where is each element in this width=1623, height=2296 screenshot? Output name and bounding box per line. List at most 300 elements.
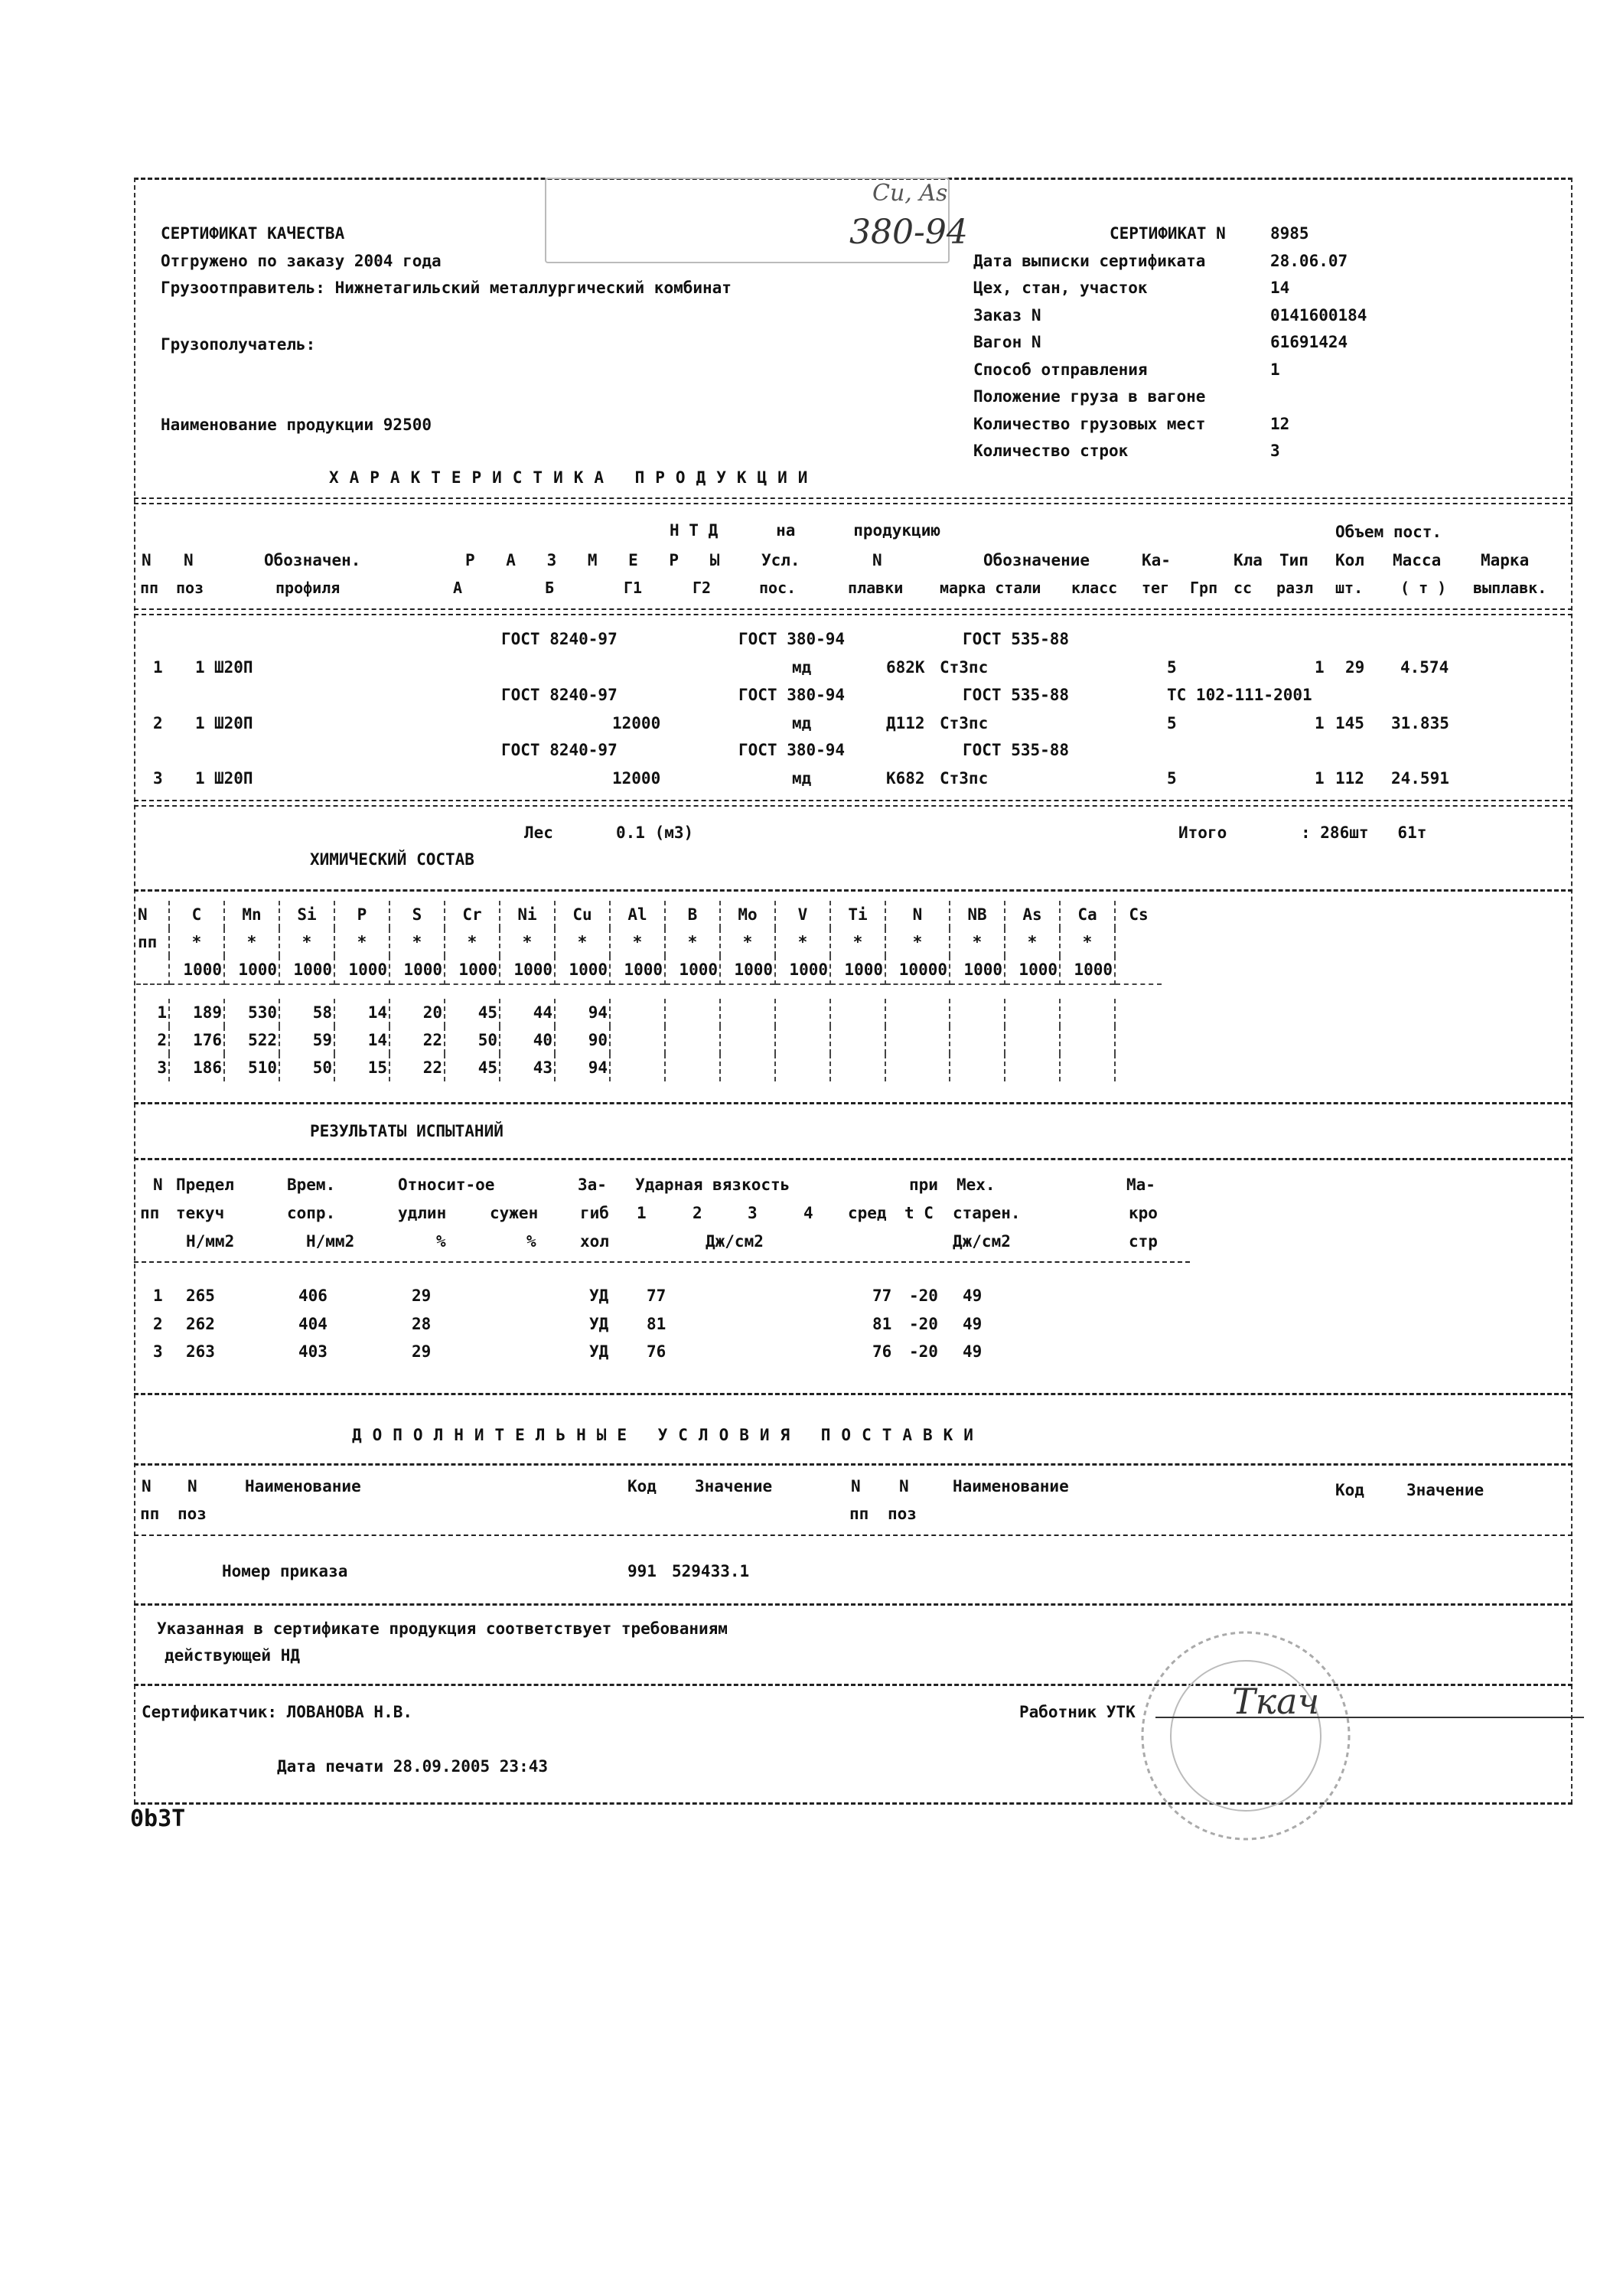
corner-code: 0b3T bbox=[130, 1805, 186, 1832]
col-header: Относит-ое bbox=[398, 1176, 495, 1194]
col-header: Кла bbox=[1234, 551, 1263, 569]
certifier-line: Сертификатчик: ЛОВАНОВА Н.В. bbox=[142, 1703, 413, 1721]
cell-tensile: 404 bbox=[298, 1315, 328, 1333]
col-header: За- bbox=[578, 1176, 607, 1194]
cell: * bbox=[555, 928, 610, 956]
row-cat: 5 bbox=[1167, 769, 1177, 788]
std-gost-8240: ГОСТ 8240-97 bbox=[501, 686, 618, 704]
divider bbox=[134, 497, 1572, 504]
extra-h-value-right: Значение bbox=[1406, 1481, 1484, 1499]
row-cond: мд bbox=[792, 769, 812, 788]
col-header: сопр. bbox=[287, 1204, 336, 1222]
cert-number-value: 8985 bbox=[1270, 224, 1309, 243]
col-header: % bbox=[526, 1232, 536, 1251]
table-row bbox=[136, 999, 1162, 1026]
extra-h-n: N bbox=[142, 1477, 152, 1495]
cell: Mo bbox=[720, 901, 775, 928]
cell bbox=[1060, 999, 1115, 1026]
cell: * bbox=[1005, 928, 1060, 956]
cell: 58 bbox=[279, 999, 334, 1026]
cell: * bbox=[224, 928, 279, 956]
spacer-row bbox=[136, 984, 1162, 999]
table-row bbox=[136, 1054, 1162, 1081]
cell bbox=[885, 1054, 950, 1081]
cell-bend: УД bbox=[589, 1342, 609, 1361]
cell: 94 bbox=[555, 1054, 610, 1081]
row-heat: К682 bbox=[886, 769, 925, 788]
cell-temp: -20 bbox=[909, 1315, 938, 1333]
cell bbox=[1115, 928, 1162, 956]
col-header: марка стали bbox=[940, 579, 1041, 597]
stamp-handwritten-text: Cu, As bbox=[872, 180, 948, 207]
cell-yield: 265 bbox=[186, 1287, 215, 1305]
divider bbox=[134, 1158, 1572, 1160]
cell: 50 bbox=[445, 1026, 500, 1054]
cell: * bbox=[279, 928, 334, 956]
cell bbox=[610, 999, 665, 1026]
cell-age: 49 bbox=[963, 1342, 983, 1361]
std-gost-380: ГОСТ 380-94 bbox=[738, 630, 846, 648]
table-row bbox=[136, 1026, 1162, 1054]
tests-section-title: РЕЗУЛЬТАТЫ ИСПЫТАНИЙ bbox=[310, 1122, 504, 1140]
col-header: Н/мм2 bbox=[306, 1232, 355, 1251]
cell: S bbox=[389, 901, 445, 928]
seal-stamp bbox=[1131, 1621, 1361, 1851]
extra-row-value: 529433.1 bbox=[672, 1562, 750, 1580]
col-header: шт. bbox=[1335, 579, 1364, 597]
col-header: Б bbox=[545, 579, 555, 597]
col-header: t C bbox=[904, 1204, 934, 1222]
cell: 1000 bbox=[445, 956, 500, 984]
field-label: Количество строк bbox=[973, 442, 1129, 460]
field-label: Количество грузовых мест bbox=[973, 415, 1206, 433]
cell: 1000 bbox=[389, 956, 445, 984]
cell bbox=[885, 999, 950, 1026]
cell: Ti bbox=[830, 901, 885, 928]
field-value: 14 bbox=[1270, 279, 1290, 297]
row-cat: 5 bbox=[1167, 714, 1177, 732]
extra-h-name-right: Наименование bbox=[953, 1477, 1069, 1495]
extra-h-poz-right: поз bbox=[888, 1505, 917, 1523]
cell: * bbox=[665, 928, 720, 956]
cell-age: 49 bbox=[963, 1287, 983, 1305]
divider bbox=[134, 800, 1572, 807]
cell: 189 bbox=[169, 999, 224, 1026]
cell: 22 bbox=[389, 1026, 445, 1054]
col-header: хол bbox=[580, 1232, 609, 1251]
cert-number-label: СЕРТИФИКАТ N bbox=[1110, 224, 1226, 243]
cell bbox=[950, 1026, 1005, 1054]
cell: 14 bbox=[334, 1026, 389, 1054]
cell: 43 bbox=[500, 1054, 555, 1081]
cell bbox=[1005, 999, 1060, 1026]
ntd-label: Н Т Д на продукцию bbox=[670, 521, 941, 540]
col-header: Обозначен. bbox=[264, 551, 361, 569]
cell: 522 bbox=[224, 1026, 279, 1054]
row-b: 12000 bbox=[612, 769, 661, 788]
chem-section-title: ХИМИЧЕСКИЙ СОСТАВ bbox=[310, 850, 474, 869]
col-header: N bbox=[142, 551, 152, 569]
shipped-line: Отгружено по заказу 2004 года bbox=[161, 252, 442, 270]
extra-h-name: Наименование bbox=[245, 1477, 361, 1495]
std-gost-8240: ГОСТ 8240-97 bbox=[501, 630, 618, 648]
col-header: тег bbox=[1142, 579, 1170, 597]
col-header: при bbox=[909, 1176, 938, 1194]
cell-tensile: 406 bbox=[298, 1287, 328, 1305]
cell: Cr bbox=[445, 901, 500, 928]
right-border bbox=[1571, 178, 1572, 1804]
field-label: Цех, стан, участок bbox=[973, 279, 1148, 297]
col-header: 2 bbox=[693, 1204, 702, 1222]
chem-header-row bbox=[136, 901, 1162, 928]
cell: 186 bbox=[169, 1054, 224, 1081]
extra-h-poz: поз bbox=[178, 1505, 207, 1523]
col-header: Н/мм2 bbox=[186, 1232, 235, 1251]
cell: 1000 bbox=[334, 956, 389, 984]
col-header: выплавк. bbox=[1473, 579, 1547, 597]
divider bbox=[134, 1102, 1572, 1104]
cell-temp: -20 bbox=[909, 1287, 938, 1305]
les-label: Лес bbox=[524, 823, 553, 842]
cell: 15 bbox=[334, 1054, 389, 1081]
cell: 10000 bbox=[885, 956, 950, 984]
cell: 1000 bbox=[1005, 956, 1060, 984]
cell: 1000 bbox=[950, 956, 1005, 984]
cell: * bbox=[610, 928, 665, 956]
std-tc: ТС 102-111-2001 bbox=[1167, 686, 1312, 704]
cell bbox=[830, 999, 885, 1026]
col-header: Г1 bbox=[624, 579, 643, 597]
row-profile: Ш20П bbox=[214, 769, 253, 788]
col-header: разл bbox=[1276, 579, 1314, 597]
cell-kcu1: 81 bbox=[647, 1315, 666, 1333]
cell: NB bbox=[950, 901, 1005, 928]
cell-tensile: 403 bbox=[298, 1342, 328, 1361]
signature-line bbox=[1155, 1717, 1584, 1718]
row-type: 1 bbox=[1315, 658, 1325, 677]
cell bbox=[610, 1054, 665, 1081]
product-name-line: Наименование продукции 92500 bbox=[161, 416, 432, 434]
cell: * bbox=[885, 928, 950, 956]
cell-avg: 77 bbox=[872, 1287, 892, 1305]
col-header: Грп bbox=[1190, 579, 1218, 597]
row-cond: мд bbox=[792, 658, 812, 677]
otk-label: Работник УТК bbox=[1019, 1703, 1136, 1721]
cell: 45 bbox=[445, 1054, 500, 1081]
cell: 530 bbox=[224, 999, 279, 1026]
cell: P bbox=[334, 901, 389, 928]
cell-avg: 76 bbox=[872, 1342, 892, 1361]
cell-kcu1: 77 bbox=[647, 1287, 666, 1305]
cell: 1000 bbox=[775, 956, 830, 984]
extra-h-code: Код bbox=[627, 1477, 657, 1495]
cell bbox=[665, 1026, 720, 1054]
cell bbox=[1060, 1026, 1115, 1054]
col-header: ( т ) bbox=[1400, 579, 1447, 597]
row-n: 1 bbox=[153, 658, 163, 677]
col-header: N bbox=[153, 1176, 163, 1194]
col-header: пос. bbox=[759, 579, 797, 597]
extra-h-n2-right: N bbox=[899, 1477, 909, 1495]
cell: * bbox=[334, 928, 389, 956]
col-header: Тип bbox=[1279, 551, 1309, 569]
col-header: Кол bbox=[1335, 551, 1364, 569]
cell bbox=[720, 1054, 775, 1081]
col-header: Дж/см2 bbox=[706, 1232, 764, 1251]
compliance-line-1: Указанная в сертификате продукция соответствует требованиям bbox=[157, 1619, 728, 1638]
chem-table bbox=[136, 901, 1162, 1081]
cell: As bbox=[1005, 901, 1060, 928]
product-section-title: ХАРАКТЕРИСТИКА ПРОДУКЦИИ bbox=[329, 468, 819, 487]
row-mass: 31.835 bbox=[1391, 714, 1449, 732]
cell: 50 bbox=[279, 1054, 334, 1081]
divider bbox=[134, 1393, 1572, 1395]
col-header: Предел bbox=[176, 1176, 234, 1194]
divider bbox=[134, 608, 1572, 615]
col-header: стр bbox=[1129, 1232, 1158, 1251]
cell-n: 3 bbox=[153, 1342, 163, 1361]
stamp-handwritten-number: 380-94 bbox=[849, 213, 968, 252]
col-header: Врем. bbox=[287, 1176, 336, 1194]
col-header: 1 bbox=[637, 1204, 647, 1222]
total-label: Итого bbox=[1178, 823, 1227, 842]
row-cond: мд bbox=[792, 714, 812, 732]
divider bbox=[134, 1463, 1572, 1466]
cell: 59 bbox=[279, 1026, 334, 1054]
field-value: 3 bbox=[1270, 442, 1280, 460]
std-gost-535: ГОСТ 535-88 bbox=[963, 686, 1070, 704]
cell: C bbox=[169, 901, 224, 928]
col-header: плавки bbox=[848, 579, 904, 597]
cell: N bbox=[138, 905, 148, 924]
col-header: N bbox=[184, 551, 194, 569]
cell-elong: 29 bbox=[412, 1342, 432, 1361]
cell: 1000 bbox=[830, 956, 885, 984]
cert-quality-title: СЕРТИФИКАТ КАЧЕСТВА bbox=[161, 224, 345, 243]
field-value: 28.06.07 bbox=[1270, 252, 1348, 270]
cell-temp: -20 bbox=[909, 1342, 938, 1361]
divider bbox=[134, 1534, 1572, 1536]
col-header: Мех. bbox=[957, 1176, 996, 1194]
std-gost-535: ГОСТ 535-88 bbox=[963, 630, 1070, 648]
cell bbox=[136, 956, 169, 984]
col-header: гиб bbox=[580, 1204, 609, 1222]
cell bbox=[720, 1026, 775, 1054]
cell: 1000 bbox=[555, 956, 610, 984]
consignee-line: Грузополучатель: bbox=[161, 335, 316, 354]
cell: * bbox=[445, 928, 500, 956]
extra-row-name: Номер приказа bbox=[222, 1562, 348, 1580]
cell: * bbox=[720, 928, 775, 956]
row-type: 1 bbox=[1315, 714, 1325, 732]
extra-h-value: Значение bbox=[695, 1477, 773, 1495]
col-header: Ударная вязкость bbox=[635, 1176, 790, 1194]
cell: 1000 bbox=[665, 956, 720, 984]
row-heat: 682К bbox=[886, 658, 925, 677]
col-header: старен. bbox=[953, 1204, 1021, 1222]
field-value: 61691424 bbox=[1270, 333, 1348, 351]
cell: 20 bbox=[389, 999, 445, 1026]
cell bbox=[830, 1026, 885, 1054]
cell bbox=[720, 999, 775, 1026]
row-mass: 4.574 bbox=[1400, 658, 1449, 677]
cell: * bbox=[169, 928, 224, 956]
col-header: А bbox=[453, 579, 463, 597]
cell bbox=[775, 1026, 830, 1054]
cell bbox=[830, 1054, 885, 1081]
cell: 14 bbox=[334, 999, 389, 1026]
cell: 1000 bbox=[610, 956, 665, 984]
cell bbox=[610, 1026, 665, 1054]
les-value: 0.1 (м3) bbox=[616, 823, 694, 842]
row-poz: 1 bbox=[195, 714, 205, 732]
std-gost-380: ГОСТ 380-94 bbox=[738, 741, 846, 759]
col-header: % bbox=[436, 1232, 446, 1251]
cell bbox=[950, 1054, 1005, 1081]
extra-h-n2: N bbox=[187, 1477, 197, 1495]
cell bbox=[1060, 1054, 1115, 1081]
cell: 44 bbox=[500, 999, 555, 1026]
row-qty: 112 bbox=[1335, 769, 1364, 788]
cell bbox=[665, 1054, 720, 1081]
row-profile: Ш20П bbox=[214, 714, 253, 732]
cell: 2 bbox=[157, 1031, 167, 1049]
cell: 510 bbox=[224, 1054, 279, 1081]
cell bbox=[885, 1026, 950, 1054]
std-gost-8240: ГОСТ 8240-97 bbox=[501, 741, 618, 759]
extra-h-n-right: N bbox=[851, 1477, 861, 1495]
extra-h-code-right: Код bbox=[1335, 1481, 1364, 1499]
cell: 45 bbox=[445, 999, 500, 1026]
chem-header-row bbox=[136, 928, 1162, 956]
compliance-line-2: действующей НД bbox=[165, 1646, 301, 1665]
cell bbox=[1115, 956, 1162, 984]
field-label: Дата выписки сертификата bbox=[973, 252, 1206, 270]
cell: B bbox=[665, 901, 720, 928]
cell bbox=[1115, 1026, 1162, 1054]
cell: * bbox=[1060, 928, 1115, 956]
total-value: : 286шт 61т bbox=[1301, 823, 1427, 842]
col-header: Р А З М Е Р Ы bbox=[465, 551, 731, 569]
std-gost-380: ГОСТ 380-94 bbox=[738, 686, 846, 704]
row-qty: 29 bbox=[1345, 658, 1365, 677]
cell: Si bbox=[279, 901, 334, 928]
cell: 90 bbox=[555, 1026, 610, 1054]
cell bbox=[665, 999, 720, 1026]
cell: Cs bbox=[1115, 901, 1162, 928]
cell: 1000 bbox=[500, 956, 555, 984]
cell bbox=[1115, 999, 1162, 1026]
row-n: 2 bbox=[153, 714, 163, 732]
cell: Ca bbox=[1060, 901, 1115, 928]
field-label: Способ отправления bbox=[973, 360, 1148, 379]
col-header: Г2 bbox=[693, 579, 712, 597]
col-header: удлин bbox=[398, 1204, 447, 1222]
volume-label: Объем пост. bbox=[1335, 523, 1442, 541]
row-grade: Ст3пс bbox=[940, 714, 989, 732]
col-header: Усл. bbox=[761, 551, 800, 569]
row-mass: 24.591 bbox=[1391, 769, 1449, 788]
cell: 1000 bbox=[1060, 956, 1115, 984]
cell: * bbox=[775, 928, 830, 956]
field-value: 1 bbox=[1270, 360, 1280, 379]
row-cat: 5 bbox=[1167, 658, 1177, 677]
extra-section-title: ДОПОЛНИТЕЛЬНЫЕ УСЛОВИЯ ПОСТАВКИ bbox=[352, 1426, 984, 1444]
col-header: поз bbox=[176, 579, 204, 597]
cell: Mn bbox=[224, 901, 279, 928]
col-header: Масса bbox=[1393, 551, 1442, 569]
col-header: пп bbox=[140, 1204, 160, 1222]
col-header: пп bbox=[140, 579, 159, 597]
cell-kcu1: 76 bbox=[647, 1342, 666, 1361]
col-header: сс bbox=[1234, 579, 1253, 597]
field-label: Положение груза в вагоне bbox=[973, 387, 1206, 406]
cell: * bbox=[500, 928, 555, 956]
cell-bend: УД bbox=[589, 1287, 609, 1305]
cell: 94 bbox=[555, 999, 610, 1026]
cell: Ni bbox=[500, 901, 555, 928]
cell bbox=[775, 1054, 830, 1081]
divider bbox=[134, 889, 1572, 892]
cell: 1000 bbox=[224, 956, 279, 984]
std-gost-535: ГОСТ 535-88 bbox=[963, 741, 1070, 759]
col-header: 3 bbox=[748, 1204, 758, 1222]
col-header: Марка bbox=[1481, 551, 1530, 569]
cell-yield: 262 bbox=[186, 1315, 215, 1333]
col-header: класс bbox=[1071, 579, 1118, 597]
cell bbox=[1005, 1026, 1060, 1054]
cell: пп bbox=[138, 933, 158, 951]
divider bbox=[134, 1261, 1190, 1263]
field-label: Вагон N bbox=[973, 333, 1041, 351]
col-header: Дж/см2 bbox=[953, 1232, 1011, 1251]
col-header: сред bbox=[848, 1204, 887, 1222]
cell: Cu bbox=[555, 901, 610, 928]
cell: 1000 bbox=[279, 956, 334, 984]
cell-bend: УД bbox=[589, 1315, 609, 1333]
cell bbox=[1115, 1054, 1162, 1081]
row-b: 12000 bbox=[612, 714, 661, 732]
cell: Al bbox=[610, 901, 665, 928]
row-grade: Ст3пс bbox=[940, 658, 989, 677]
col-header: профиля bbox=[275, 579, 341, 597]
cell bbox=[1005, 1054, 1060, 1081]
cell bbox=[950, 999, 1005, 1026]
row-heat: Д112 bbox=[886, 714, 925, 732]
cell: * bbox=[830, 928, 885, 956]
row-qty: 145 bbox=[1335, 714, 1364, 732]
cell bbox=[775, 999, 830, 1026]
shipper-line: Грузоотправитель: Нижнетагильский металлургический комбинат bbox=[161, 279, 732, 297]
extra-h-pp-right: пп bbox=[849, 1505, 869, 1523]
row-type: 1 bbox=[1315, 769, 1325, 788]
cell: 40 bbox=[500, 1026, 555, 1054]
cell-avg: 81 bbox=[872, 1315, 892, 1333]
field-value: 0141600184 bbox=[1270, 306, 1367, 325]
col-header: текуч bbox=[176, 1204, 225, 1222]
row-poz: 1 bbox=[195, 658, 205, 677]
cell-elong: 29 bbox=[412, 1287, 432, 1305]
cell: 1000 bbox=[720, 956, 775, 984]
field-value: 12 bbox=[1270, 415, 1290, 433]
row-n: 3 bbox=[153, 769, 163, 788]
col-header: Обозначение bbox=[983, 551, 1090, 569]
extra-h-pp: пп bbox=[140, 1505, 160, 1523]
cell: 1 bbox=[157, 1003, 167, 1022]
cell: N bbox=[885, 901, 950, 928]
row-poz: 1 bbox=[195, 769, 205, 788]
cell-age: 49 bbox=[963, 1315, 983, 1333]
